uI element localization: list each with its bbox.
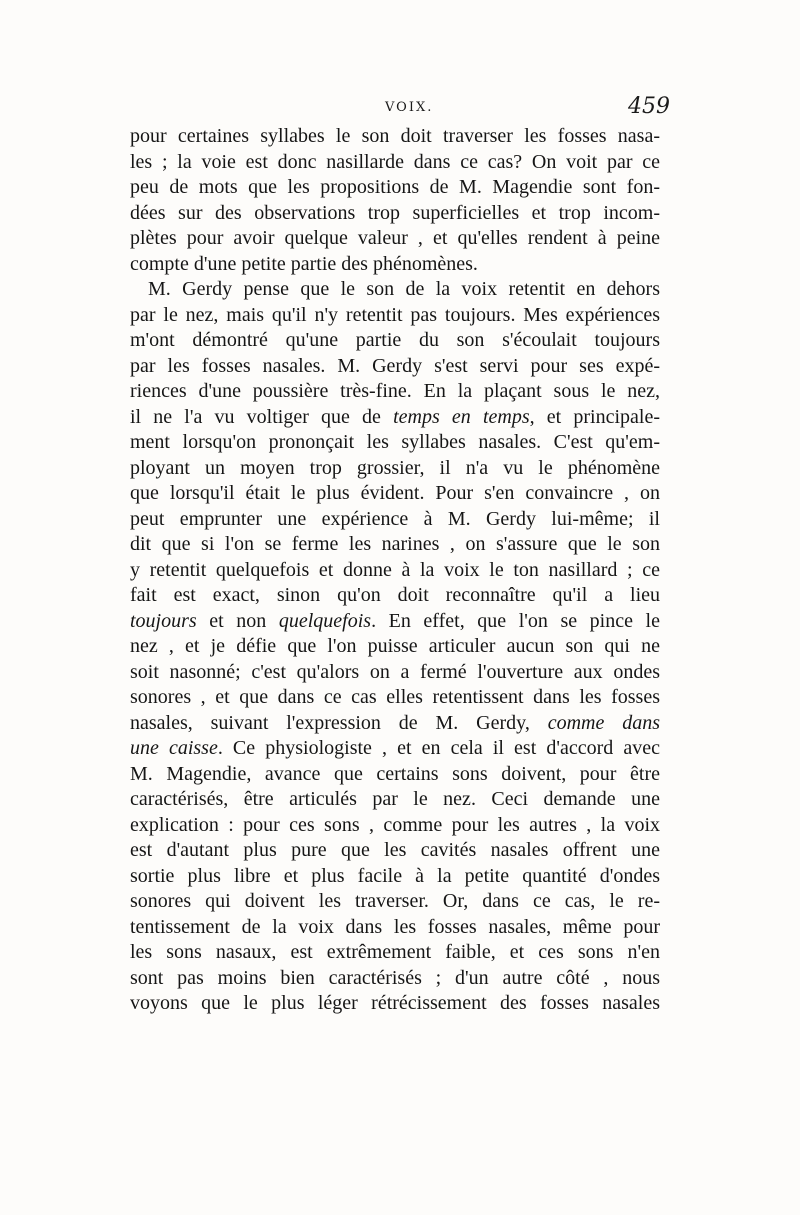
italic-text-segment: toujours xyxy=(130,609,197,632)
page-number: 459 xyxy=(628,94,670,119)
text-line xyxy=(130,787,660,813)
text-segment: sont pas moins bien caractérisés ; d'un autre côté , nous xyxy=(130,966,660,989)
text-line xyxy=(130,660,660,686)
text-line xyxy=(130,252,660,278)
text-line xyxy=(130,481,660,507)
text-segment: sortie plus libre et plus facile à la petite quantité d'ondes xyxy=(130,864,660,887)
text-segment: est d'autant plus pure que les cavités nasales offrent une xyxy=(130,839,660,861)
text-segment: voyons que le plus léger rétrécissement des fosses nasales xyxy=(130,992,660,1014)
text-segment: les ; la voie est donc nasillarde dans ce cas? On voit par ce xyxy=(130,150,660,173)
text-line xyxy=(130,685,660,711)
text-line xyxy=(130,226,660,252)
text-segment: y retentit quelquefois et donne à la voix le ton nasillard ; ce xyxy=(130,558,660,581)
italic-text-segment: comme dans xyxy=(547,711,660,734)
text-segment: il ne l'a vu voltiger que de xyxy=(130,405,394,428)
text-segment: ment lorsqu'on prononçait les syllabes nasales. C'est qu'em- xyxy=(130,431,660,453)
text-segment: sonores , et que dans ce cas elles retentissent dans les fosses xyxy=(130,686,660,708)
running-title: VOIX. xyxy=(385,100,434,115)
text-segment: M. Magendie, avance que certains sons doivent, pour être xyxy=(130,762,660,785)
text-segment: les sons nasaux, est extrêmement faible, et ces sons n'en xyxy=(130,941,660,963)
text-segment: soit nasonné; c'est qu'alors on a fermé l'ouverture aux ondes xyxy=(130,660,660,683)
text-line xyxy=(130,966,660,992)
text-line xyxy=(130,991,660,1017)
text-line xyxy=(130,303,660,329)
text-segment: M. Gerdy pense que le son de la voix retentit en dehors xyxy=(148,278,660,300)
text-line xyxy=(130,634,660,660)
text-segment: . Ce physiologiste , et en cela il est d'accord avec xyxy=(217,737,660,759)
text-line xyxy=(130,736,660,762)
text-segment: plètes pour avoir quelque valeur , et qu'elles rendent à peine xyxy=(130,227,660,249)
text-line xyxy=(130,915,660,941)
text-segment: nasales, suivant l'expression de M. Gerdy, xyxy=(130,711,548,734)
text-line xyxy=(130,175,660,201)
text-segment: nez , et je défie que l'on puisse articuler aucun son qui ne xyxy=(130,635,660,657)
body-text xyxy=(130,124,660,1017)
text-segment: peu de mots que les propositions de M. Magendie sont fon- xyxy=(130,176,660,198)
text-segment: ployant un moyen trop grossier, il n'a vu le phénomène xyxy=(130,456,660,479)
text-line xyxy=(130,711,660,737)
text-line xyxy=(130,456,660,482)
text-segment: fait est exact, sinon qu'on doit reconnaître qu'il a lieu xyxy=(130,584,660,606)
text-segment: pour certaines syllabes le son doit traverser les fosses nasa- xyxy=(130,125,660,147)
text-segment: et non xyxy=(196,609,279,632)
italic-text-segment: temps en temps xyxy=(393,405,530,428)
text-segment: explication : pour ces sons , comme pour les autres , la voix xyxy=(130,813,660,836)
text-segment: par les fosses nasales. M. Gerdy s'est servi pour ses expé- xyxy=(130,354,660,377)
text-line xyxy=(130,762,660,788)
text-line xyxy=(130,379,660,405)
italic-text-segment: une caisse xyxy=(130,737,218,759)
text-line xyxy=(130,838,660,864)
text-line xyxy=(130,150,660,176)
text-line xyxy=(130,328,660,354)
running-head xyxy=(0,92,800,122)
text-line xyxy=(130,558,660,584)
italic-text-segment: quelquefois xyxy=(278,609,372,632)
text-segment: peut emprunter une expérience à M. Gerdy lui-même; il xyxy=(130,507,660,530)
text-line xyxy=(130,430,660,456)
text-segment: dit que si l'on se ferme les narines , on s'assure que le son xyxy=(130,533,660,555)
text-line xyxy=(130,507,660,533)
text-line xyxy=(130,864,660,890)
text-line xyxy=(130,277,660,303)
text-segment: m'ont démontré qu'une partie du son s'écoulait toujours xyxy=(130,329,660,351)
text-line xyxy=(130,940,660,966)
text-segment: caractérisés, être articulés par le nez. Ceci demande une xyxy=(130,788,660,810)
text-line xyxy=(130,201,660,227)
text-line xyxy=(130,609,660,635)
text-line xyxy=(130,889,660,915)
text-segment: par le nez, mais qu'il n'y retentit pas toujours. Mes expériences xyxy=(130,303,660,326)
text-segment: tentissement de la voix dans les fosses nasales, même pour xyxy=(130,915,660,938)
text-segment: , et principale- xyxy=(529,405,660,428)
text-segment: que lorsqu'il était le plus évident. Pour s'en convaincre , on xyxy=(130,482,660,504)
text-segment: sonores qui doivent les traverser. Or, dans ce cas, le re- xyxy=(130,890,660,912)
text-segment: riences d'une poussière très-fine. En la plaçant sous le nez, xyxy=(130,380,660,402)
text-line xyxy=(130,354,660,380)
text-segment: compte d'une petite partie des phénomènes. xyxy=(130,252,478,275)
text-segment: . En effet, que l'on se pince le xyxy=(371,609,660,632)
text-line xyxy=(130,124,660,150)
text-line xyxy=(130,813,660,839)
text-line xyxy=(130,583,660,609)
text-segment: dées sur des observations trop superficielles et trop incom- xyxy=(130,201,660,224)
text-line xyxy=(130,405,660,431)
text-line xyxy=(130,532,660,558)
